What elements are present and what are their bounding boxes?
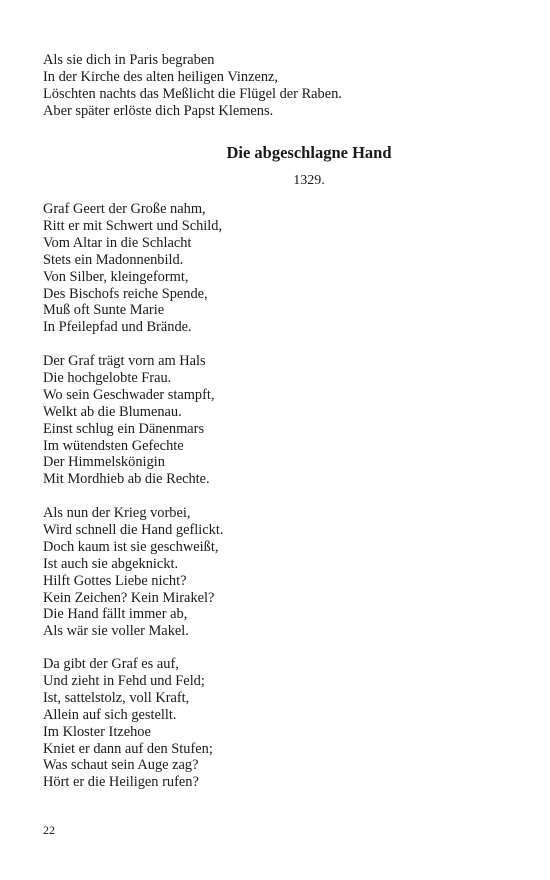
page-number: 22	[43, 823, 55, 837]
verse-line: Aber später erlöste dich Papst Klemens.	[43, 102, 274, 119]
verse-line: Welkt ab die Blumenau.	[43, 403, 182, 420]
verse-line: Der Graf trägt vorn am Hals	[43, 353, 206, 369]
verse-line: Mit Mordhieb ab die Rechte.	[43, 471, 210, 488]
verse-line: Vom Altar in die Schlacht	[43, 234, 192, 251]
intro-stanza	[43, 52, 342, 120]
verse-line: Und zieht in Fehd und Feld;	[43, 672, 205, 689]
verse-line: Ist auch sie abgeknickt.	[43, 555, 179, 572]
verse-line: Kein Zeichen? Kein Mirakel?	[43, 589, 215, 606]
stanza-2	[43, 353, 214, 488]
verse-line: Graf Geert der Große nahm,	[43, 201, 206, 217]
verse-line: Als nun der Krieg vorbei,	[43, 505, 191, 521]
stanza-3	[43, 505, 223, 640]
verse-line: Löschten nachts das Meßlicht die Flügel der Raben.	[43, 85, 342, 102]
verse-line: Im wütendsten Gefechte	[43, 437, 184, 454]
verse-line: Hört er die Heiligen rufen?	[43, 774, 199, 791]
verse-line: Ritt er mit Schwert und Schild,	[43, 217, 223, 234]
verse-line: Von Silber, kleingeformt,	[43, 268, 189, 285]
verse-line: Der Himmelskönigin	[43, 454, 165, 471]
verse-line: Muß oft Sunte Marie	[43, 302, 165, 319]
verse-line: Einst schlug ein Dänenmars	[43, 420, 205, 437]
verse-line: Als sie dich in Paris begraben	[43, 52, 215, 68]
verse-line: Ist, sattelstolz, voll Kraft,	[43, 689, 190, 706]
verse-line: Wo sein Geschwader stampft,	[43, 386, 215, 403]
verse-line: Was schaut sein Auge zag?	[43, 757, 199, 774]
verse-line: Als wär sie voller Makel.	[43, 623, 189, 640]
verse-line: Hilft Gottes Liebe nicht?	[43, 572, 187, 589]
verse-line: Da gibt der Graf es auf,	[43, 656, 179, 672]
verse-line: Kniet er dann auf den Stufen;	[43, 740, 213, 757]
verse-line: Die Hand fällt immer ab,	[43, 606, 188, 623]
verse-line: Stets ein Madonnenbild.	[43, 251, 184, 268]
poem-title: Die abgeschlagne Hand	[226, 143, 392, 162]
verse-line: In der Kirche des alten heiligen Vinzenz,	[43, 68, 279, 85]
verse-line: Des Bischofs reiche Spende,	[43, 285, 208, 302]
verse-line: Die hochgelobte Frau.	[43, 369, 172, 386]
verse-line: Wird schnell die Hand geflickt.	[43, 521, 224, 538]
verse-line: Im Kloster Itzehoe	[43, 723, 151, 740]
poem-year: 1329.	[293, 173, 325, 188]
verse-line: Doch kaum ist sie geschweißt,	[43, 538, 219, 555]
stanza-1	[43, 201, 222, 336]
stanza-4	[43, 656, 213, 791]
verse-line: Allein auf sich gestellt.	[43, 706, 177, 723]
verse-line: In Pfeilepfad und Brände.	[43, 319, 192, 336]
